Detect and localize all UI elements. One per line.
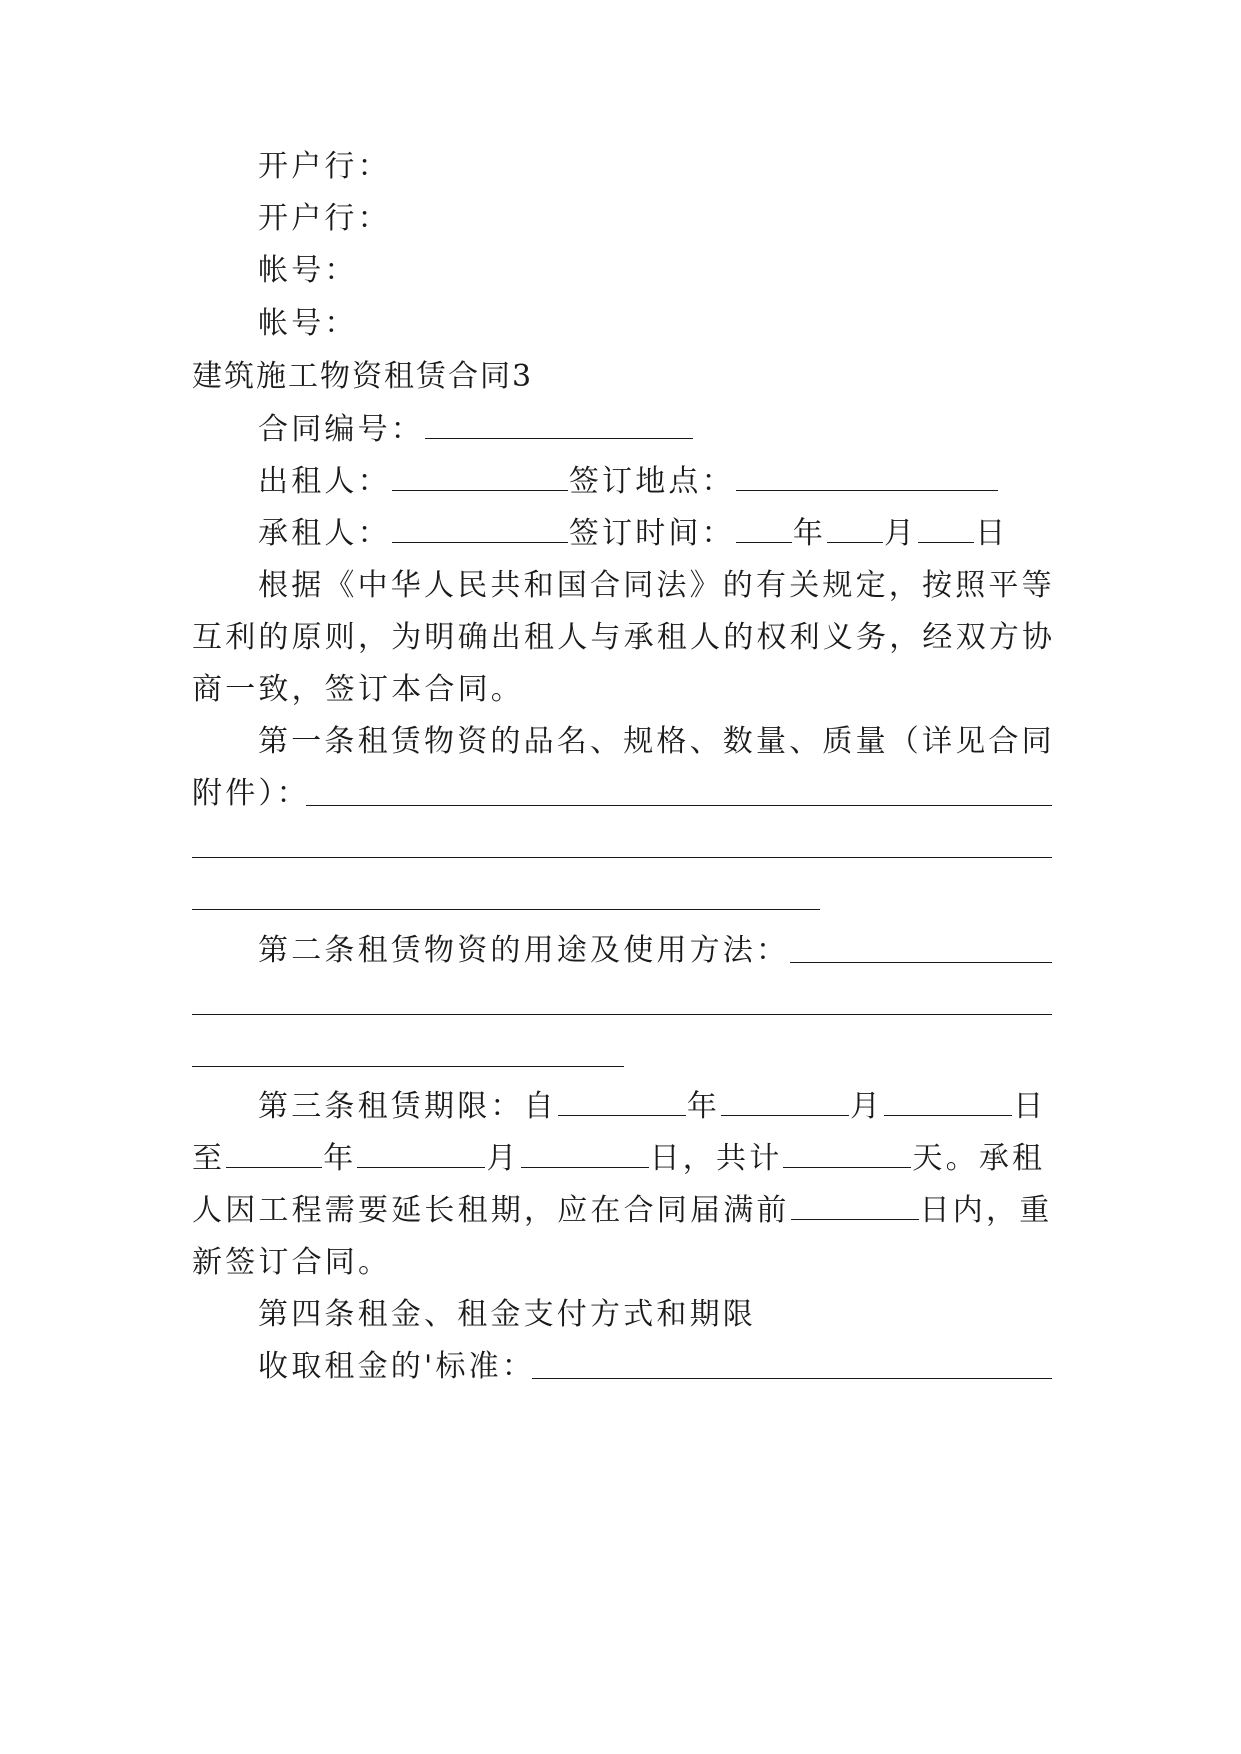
account-label-1: 帐号：: [258, 253, 358, 288]
lessor-field[interactable]: [392, 463, 568, 491]
extension-days-field[interactable]: [791, 1192, 919, 1220]
extension-suffix-label: 日内，重: [919, 1193, 1053, 1228]
start-month-label: 月: [850, 1089, 884, 1124]
article1-field-2[interactable]: [192, 857, 1052, 858]
article1-line-1: 第一条租赁物资的品名、规格、数量、质量（详见合同: [258, 724, 1055, 759]
sign-month-field[interactable]: [827, 515, 883, 543]
sign-place-label: 签订地点：: [568, 464, 735, 499]
article3-term-label: 第三条租赁期限：自: [258, 1089, 557, 1124]
end-day-field[interactable]: [521, 1140, 649, 1168]
year-label: 年: [792, 516, 827, 551]
account-label-2: 帐号：: [258, 306, 358, 341]
article1-line-2: [192, 775, 1052, 813]
end-to-label: 至: [192, 1141, 226, 1176]
article2-label: 第二条租赁物资的用途及使用方法：: [258, 933, 790, 968]
article3-line-2: [192, 1140, 1052, 1178]
preamble-line-1: 根据《中华人民共和国合同法》的有关规定，按照平等: [258, 568, 1055, 603]
lessee-label: 承租人：: [258, 516, 391, 551]
article2-field-1[interactable]: [790, 962, 1052, 963]
sign-day-field[interactable]: [918, 515, 974, 543]
article1-field-3[interactable]: [192, 909, 820, 910]
total-prefix-label: 日，共计: [649, 1141, 783, 1176]
sign-place-field[interactable]: [736, 463, 998, 491]
start-year-field[interactable]: [558, 1088, 686, 1116]
bank-label-2: 开户行：: [258, 201, 391, 236]
article4-title: 第四条租金、租金支付方式和期限: [258, 1297, 756, 1332]
end-month-field[interactable]: [357, 1140, 485, 1168]
preamble-line-2: 互利的原则，为明确出租人与承租人的权利义务，经双方协: [192, 620, 1056, 655]
contract-title: 建筑施工物资租赁合同3: [192, 359, 534, 394]
sign-year-field[interactable]: [736, 515, 792, 543]
article3-line-3: [192, 1192, 1052, 1230]
contract-number-row: [258, 411, 1052, 449]
contract-number-label: 合同编号：: [258, 412, 424, 447]
article4-standard-row: [258, 1348, 1052, 1386]
extension-label: 人因工程需要延长租期，应在合同届满前: [192, 1193, 790, 1228]
day-label: 日: [975, 516, 1009, 551]
start-month-field[interactable]: [721, 1088, 849, 1116]
preamble-line-3: 商一致，签订本合同。: [192, 672, 524, 707]
start-year-label: 年: [686, 1089, 721, 1124]
article3-line-1: [258, 1088, 1052, 1126]
end-month-label: 月: [486, 1141, 520, 1176]
article2-field-3[interactable]: [192, 1066, 624, 1067]
month-label: 月: [884, 516, 918, 551]
article3-line-4: 新签订合同。: [192, 1245, 392, 1280]
lessee-row: [258, 515, 1052, 553]
sign-time-label: 签订时间：: [568, 516, 735, 551]
contract-number-field[interactable]: [425, 411, 693, 439]
article2-line-1: [258, 932, 1052, 970]
lessee-field[interactable]: [392, 515, 568, 543]
article2-field-2[interactable]: [192, 1014, 1052, 1015]
lessor-row: [258, 463, 1052, 501]
rent-standard-field[interactable]: [532, 1378, 1052, 1379]
article1-attachment-label: 附件）：: [192, 776, 310, 811]
end-year-field[interactable]: [226, 1140, 322, 1168]
article1-field-1[interactable]: [306, 805, 1052, 806]
lessor-label: 出租人：: [258, 464, 391, 499]
total-suffix-label: 天。承租: [912, 1141, 1046, 1176]
start-day-field[interactable]: [884, 1088, 1012, 1116]
rent-standard-label: 收取租金的'标准：: [258, 1349, 536, 1384]
end-year-label: 年: [323, 1141, 357, 1176]
total-days-field[interactable]: [783, 1140, 911, 1168]
start-day-label: 日: [1013, 1089, 1047, 1124]
bank-label-1: 开户行：: [258, 149, 391, 184]
